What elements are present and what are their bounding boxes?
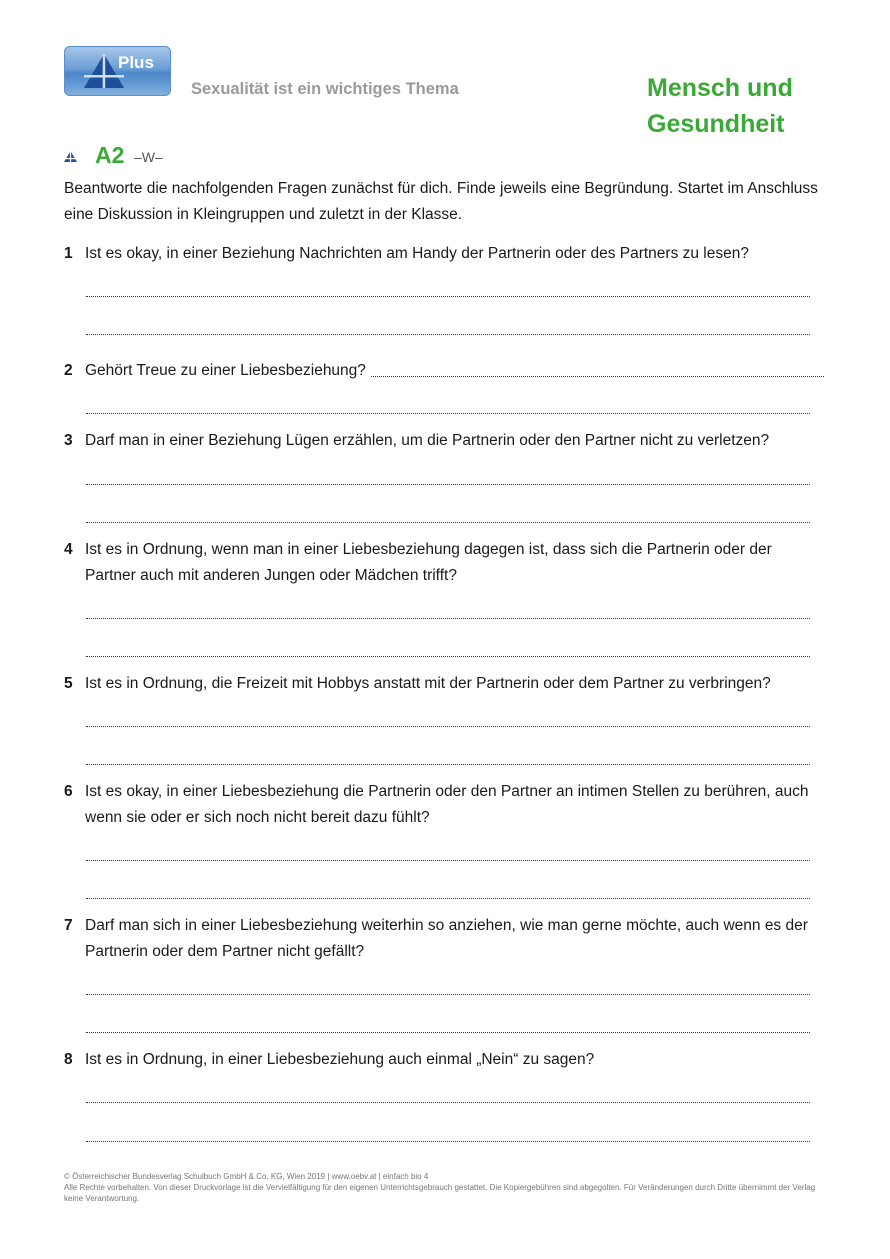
question-text: Darf man sich in einer Liebesbeziehung weiterhin so anziehen, wie man gerne möchte, auch wenn es der Partnerin oder dem Partner nicht gefällt?	[85, 917, 808, 960]
question-text: Ist es okay, in einer Beziehung Nachrichten am Handy der Partnerin oder des Partners zu lesen?	[85, 245, 749, 262]
answer-line[interactable]	[86, 1102, 810, 1103]
task-number: A2	[95, 142, 125, 168]
answer-line[interactable]	[86, 296, 810, 297]
answer-line[interactable]	[86, 898, 810, 899]
answer-line[interactable]	[86, 1032, 810, 1033]
copyright-footer	[64, 1171, 824, 1204]
answer-line[interactable]	[86, 413, 810, 414]
answer-line[interactable]	[86, 334, 810, 335]
answer-line[interactable]	[86, 764, 810, 765]
answer-line[interactable]	[86, 860, 810, 861]
question-number: 7	[64, 917, 73, 934]
question-number: 6	[64, 783, 73, 800]
question-text: Ist es in Ordnung, die Freizeit mit Hobbys anstatt mit der Partnerin oder dem Partner zu verbringen?	[85, 675, 771, 692]
footer-line-2: Alle Rechte vorbehalten. Von dieser Druckvorlage ist die Vervielfältigung für den eigenen Unterrichtsgebrauch gestattet. Die Kopiergebühren sind abgegolten. Für Veränderungen durch Dritte übernimmt der Verlag keine Verantwortung.	[64, 1183, 816, 1203]
question-3	[64, 428, 824, 454]
answer-line[interactable]	[86, 656, 810, 657]
answer-line[interactable]	[86, 484, 810, 485]
answer-line[interactable]	[86, 994, 810, 995]
question-text: Ist es in Ordnung, in einer Liebesbeziehung auch einmal „Nein“ zu sagen?	[85, 1051, 595, 1068]
question-text: Ist es okay, in einer Liebesbeziehung die Partnerin oder den Partner an intimen Stellen zu berühren, auch wenn sie oder er sich noch nicht bereit dazu fühlt?	[85, 783, 809, 826]
task-instruction: Beantworte die nachfolgenden Fragen zunächst für dich. Finde jeweils eine Begründung. Startet im Anschluss eine Diskussion in Kleingruppen und zuletzt in der Klasse.	[64, 180, 818, 223]
question-8	[64, 1047, 824, 1073]
category-line-1: Mensch und	[647, 74, 793, 102]
question-text: Ist es in Ordnung, wenn man in einer Liebesbeziehung dagegen ist, dass sich die Partnerin oder der Partner auch mit anderen Jungen oder Mädchen trifft?	[85, 541, 772, 584]
triangle-level-icon	[64, 151, 77, 162]
category-line-2: Gesundheit	[647, 110, 785, 138]
question-2	[64, 358, 824, 384]
question-number: 1	[64, 245, 73, 262]
answer-line[interactable]	[86, 726, 810, 727]
question-1	[64, 241, 824, 267]
question-text: Gehört Treue zu einer Liebesbeziehung?	[85, 362, 366, 379]
page-subtitle: Sexualität ist ein wichtiges Thema	[191, 80, 459, 98]
answer-line[interactable]	[86, 1141, 810, 1142]
question-text: Darf man in einer Beziehung Lügen erzählen, um die Partnerin oder den Partner nicht zu verletzen?	[85, 432, 770, 449]
answer-line[interactable]	[86, 618, 810, 619]
answer-line[interactable]	[371, 358, 824, 377]
question-number: 2	[64, 362, 73, 379]
question-7	[64, 913, 824, 965]
question-number: 3	[64, 432, 73, 449]
task-type: –W–	[134, 149, 163, 165]
answer-line[interactable]	[86, 522, 810, 523]
logo-label: Plus	[118, 53, 154, 72]
question-6	[64, 779, 824, 831]
category-title	[647, 70, 793, 142]
question-number: 4	[64, 541, 73, 558]
question-number: 5	[64, 675, 73, 692]
footer-line-1: © Österreichischer Bundesverlag Schulbuch GmbH & Co. KG, Wien 2019 | www.oebv.at | einfach bio 4	[64, 1172, 429, 1181]
question-4	[64, 537, 824, 589]
plus-logo	[64, 46, 171, 96]
question-5	[64, 671, 824, 697]
question-number: 8	[64, 1051, 73, 1068]
